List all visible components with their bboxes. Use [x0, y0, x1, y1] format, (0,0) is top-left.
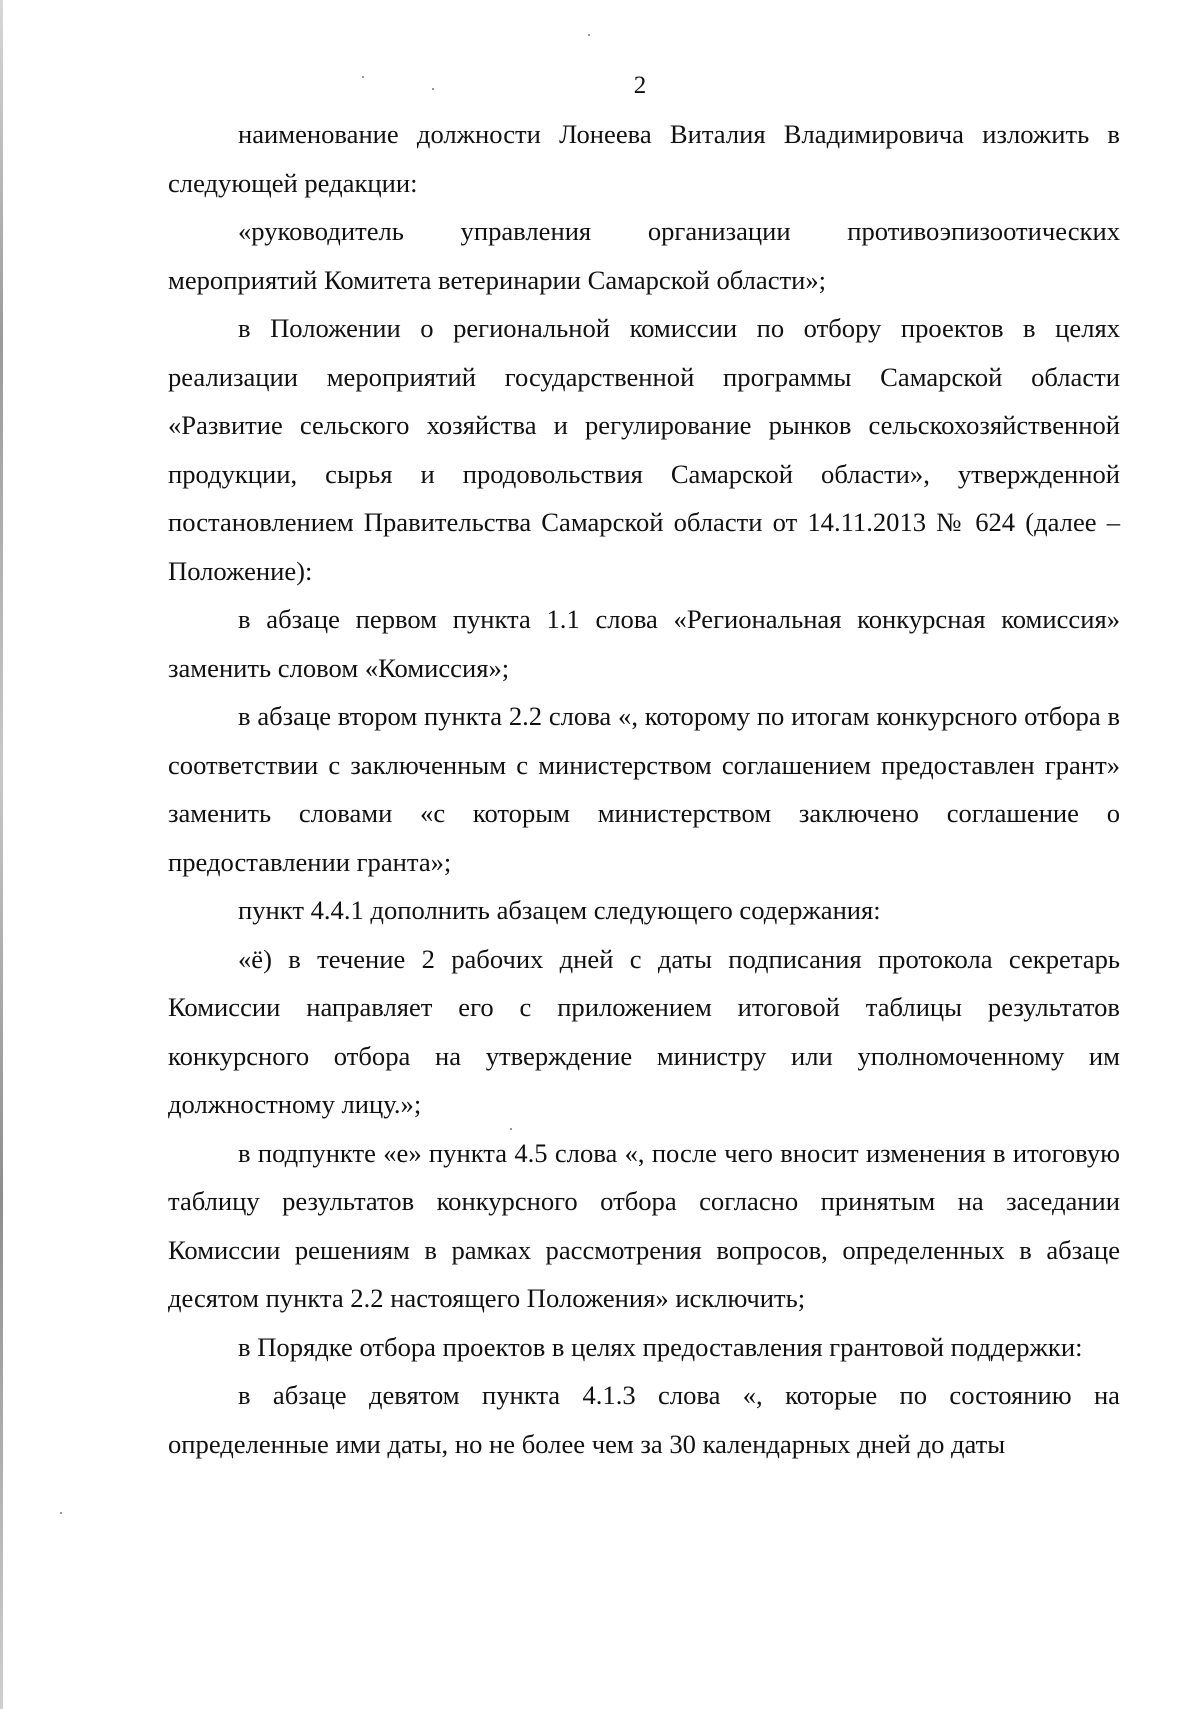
paragraph: в Порядке отбора проектов в целях предоставления грантовой поддержки:	[238, 1331, 1083, 1362]
paragraph: в подпункте «е» пункта 4.5 слова «, после чего вносит изменения в итоговую таблицу результатов конкурсного отбора согласно принятым на заседании Комиссии решениям в рамках рассмотрения вопросов, определенных в абзаце десятом пункта 2.2 настоящего Положения» исключить;	[168, 1137, 1120, 1313]
paragraph: в абзаце девятом пункта 4.1.3 слова «, которые по состоянию на определенные ими даты, но не более чем за 30 календарных дней до даты	[168, 1380, 1120, 1459]
paragraph: пункт 4.4.1 дополнить абзацем следующего содержания:	[238, 895, 881, 925]
paragraph: наименование должности Лонеева Виталия Владимировича изложить в следующей редакции:	[168, 119, 1120, 198]
paragraph: в Положении о региональной комиссии по отбору проектов в целях реализации мероприятий государственной программы Самарской области «Развитие сельского хозяйства и регулирование рынков сельскохозяйственной продукции, сырья и продовольствия Самарской области», утвержденной постановлением Правительства Самарской области от 14.11.2013 № 624 (далее – Положение):	[168, 313, 1120, 586]
scan-speck	[60, 1512, 62, 1514]
scan-speck	[588, 34, 590, 36]
paragraph: в абзаце первом пункта 1.1 слова «Региональная конкурсная комиссия» заменить словом «Комиссия»;	[168, 604, 1120, 683]
document-body	[168, 110, 1120, 1468]
paragraph: «ё) в течение 2 рабочих дней с даты подписания протокола секретарь Комиссии направляет его с приложением итоговой таблицы результатов конкурсного отбора на утверждение министру или уполномоченному им должностному лицу.»;	[168, 943, 1120, 1119]
paragraph: в абзаце втором пункта 2.2 слова «, которому по итогам конкурсного отбора в соответствии с заключенным с министерством соглашением предоставлен грант» заменить словами «с которым министерством заключено соглашение о предоставлении гранта»;	[168, 701, 1120, 877]
page-number: 2	[633, 72, 647, 99]
scan-edge	[0, 0, 3, 1709]
paragraph: «руководитель управления организации противоэпизоотических мероприятий Комитета ветеринарии Самарской области»;	[168, 216, 1120, 295]
